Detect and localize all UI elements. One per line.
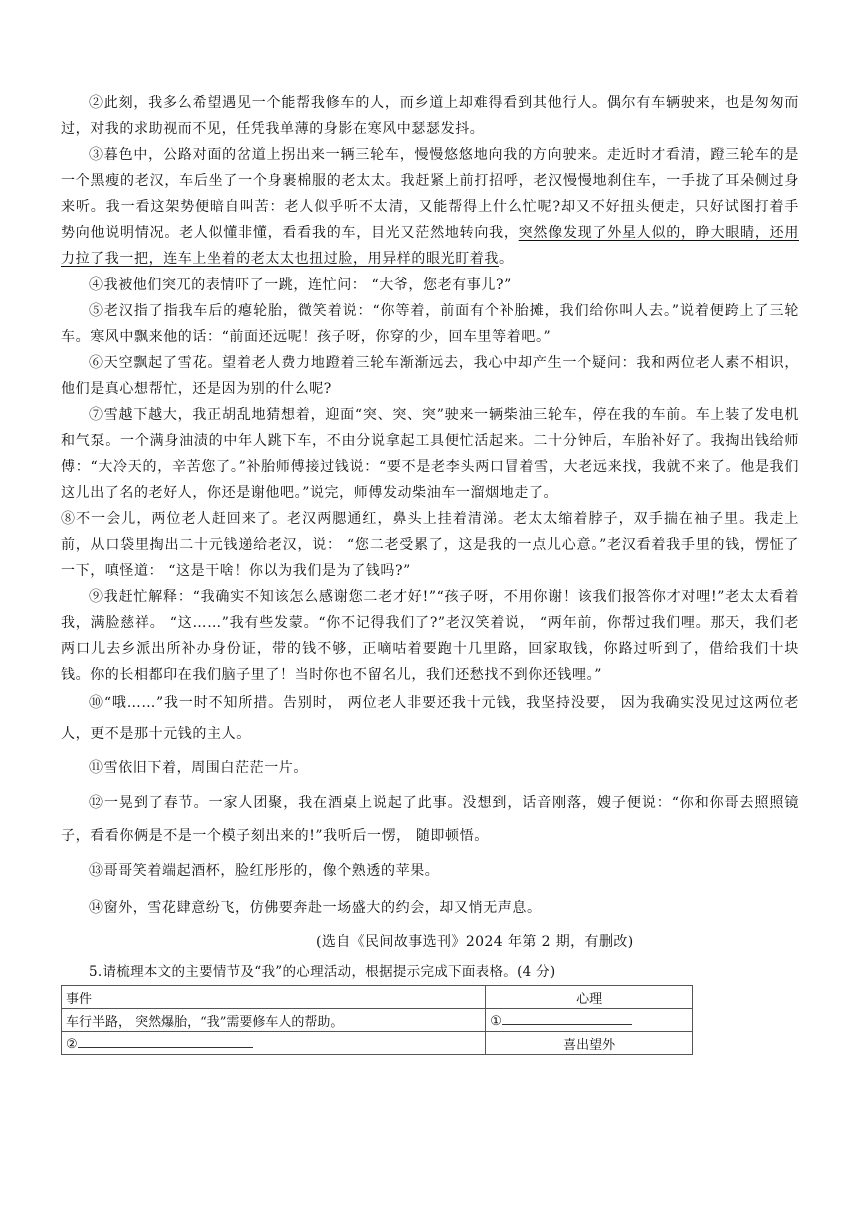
events-table [61, 985, 693, 1055]
paragraph-8: ⑧不一会儿，两位老人赶回来了。老汉两腮通红，鼻头上挂着清涕。老太太缩着脖子，双手揣在袖子里。我走上前，从口袋里掏出二十元钱递给老汉，说： “您二老受累了，这是我的一点儿心意。”老汉看着我手里的钱，愣怔了一下，嗔怪道： “这是干啥！你以为我们是为了钱吗?” [61, 511, 799, 579]
question-5: 5.请梳理本文的主要情节及“我”的心理活动，根据提示完成下面表格。(4 分) [89, 964, 556, 980]
row2-mood: 喜出望外 [486, 1032, 693, 1055]
paragraph-3-text: ③暮色中，公路对面的岔道上拐出来一辆三轮车，慢慢悠悠地向我的方向驶来。走近时才看清，蹬三轮车的是一个黑瘦的老汉，车后坐了一个身裹棉服的老太太。我赶紧上前打招呼，老汉慢慢地刹住车，一手拢了耳朵侧过身来听。我一看这架势便暗自叫苦：老人似乎听不太清，又能帮得上什么忙呢?却又不好扭头便走，只好试图打着手势向他说明情况。老人似懂非懂，看看我的车，目光又茫然地转向我， [61, 147, 799, 241]
source-citation: (选自《民间故事选刊》2024 年第 2 期，有删改) [316, 934, 634, 950]
paragraph-13: ⑬哥哥笑着端起酒杯，脸红彤彤的，像个熟透的苹果。 [89, 863, 440, 879]
row1-event: 车行半路， 突然爆胎，“我”需要修车人的帮助。 [62, 1009, 486, 1032]
paragraph-11: ⑪雪依旧下着，周围白茫茫一片。 [89, 760, 308, 776]
blank-marker-2: ② [66, 1036, 78, 1052]
answer-blank-1[interactable] [502, 1012, 632, 1025]
paragraph-4: ④我被他们突兀的表情吓了一跳，连忙问： “大爷，您老有事儿?” [89, 277, 512, 293]
answer-blank-2[interactable] [78, 1035, 253, 1048]
paragraph-2: ②此刻，我多么希望遇见一个能帮我修车的人，而乡道上却难得看到其他行人。偶尔有车辆驶来，也是匆匆而过，对我的求助视而不见，任凭我单薄的身影在寒风中瑟瑟发抖。 [61, 95, 799, 137]
paragraph-7: ⑦雪越下越大，我正胡乱地猜想着，迎面“突、突、突”驶来一辆柴油三轮车，停在我的车前。车上装了发电机和气泵。一个满身油渍的中年人跳下车，不由分说拿起工具便忙活起来。二十分钟后，车胎补好了。我掏出钱给师傅：“大冷天的，辛苦您了。”补胎师傅接过钱说：“要不是老李头两口冒着雪，大老远来找，我就不来了。他是我们这儿出了名的老好人，你还是谢他吧。”说完，师傅发动柴油车一溜烟地走了。 [61, 407, 799, 501]
article-page [61, 90, 799, 1055]
paragraph-3-end: 。 [499, 251, 514, 267]
table-row [62, 1009, 693, 1032]
paragraph-14: ⑭窗外，雪花肆意纷飞，仿佛要奔赴一场盛大的约会，却又悄无声息。 [89, 900, 542, 916]
paragraph-6: ⑥天空飘起了雪花。望着老人费力地蹬着三轮车渐渐远去，我心中却产生一个疑问：我和两位老人素不相识，他们是真心想帮忙，还是因为别的什么呢? [61, 355, 799, 397]
row2-event-cell[interactable] [62, 1032, 486, 1055]
paragraph-3 [61, 142, 799, 272]
row1-mood-cell[interactable] [486, 1009, 693, 1032]
header-event: 事件 [62, 986, 486, 1009]
underlined-sentence: 突然像发现了外星人似的，睁大眼睛，还用力拉了我一把，连车上坐着的老太太也扭过脸，用异样的眼光盯着我 [61, 225, 799, 267]
paragraph-9: ⑨我赶忙解释：“我确实不知该怎么感谢您二老才好!”“孩子呀，不用你谢！该我们报答你才对哩!”老太太看着我，满脸慈祥。 “这……”我有些发蒙。“你不记得我们了?”老汉笑着说， “两年前，你帮过我们哩。那天，我们老两口儿去乡派出所补办身份证，带的钱不够，正嘀咕着要跑十几里路，回家取钱，你路过听到了，借给我们十块钱。你的长相都印在我们脑子里了！当时你也不留名儿，我们还愁找不到你还钱哩。” [61, 589, 799, 683]
paragraph-12: ⑫一晃到了春节。一家人团聚，我在酒桌上说起了此事。没想到，话音刚落，嫂子便说：“你和你哥去照照镜子，看看你俩是不是一个模子刻出来的!”我听后一愣， 随即顿悟。 [61, 795, 799, 844]
table-header-row [62, 986, 693, 1009]
paragraph-10: ⑩“哦……”我一时不知所措。告别时， 两位老人非要还我十元钱，我坚持没要， 因为我确实没见过这两位老人，更不是那十元钱的主人。 [61, 695, 799, 742]
paragraph-5: ⑤老汉指了指我车后的瘪轮胎，微笑着说：“你等着，前面有个补胎摊，我们给你叫人去。”说着便跨上了三轮车。寒风中飘来他的话：“前面还远呢！孩子呀，你穿的少，回车里等着吧。” [61, 303, 799, 345]
table-row [62, 1032, 693, 1055]
header-mood: 心理 [486, 986, 693, 1009]
blank-marker-1: ① [490, 1013, 502, 1029]
